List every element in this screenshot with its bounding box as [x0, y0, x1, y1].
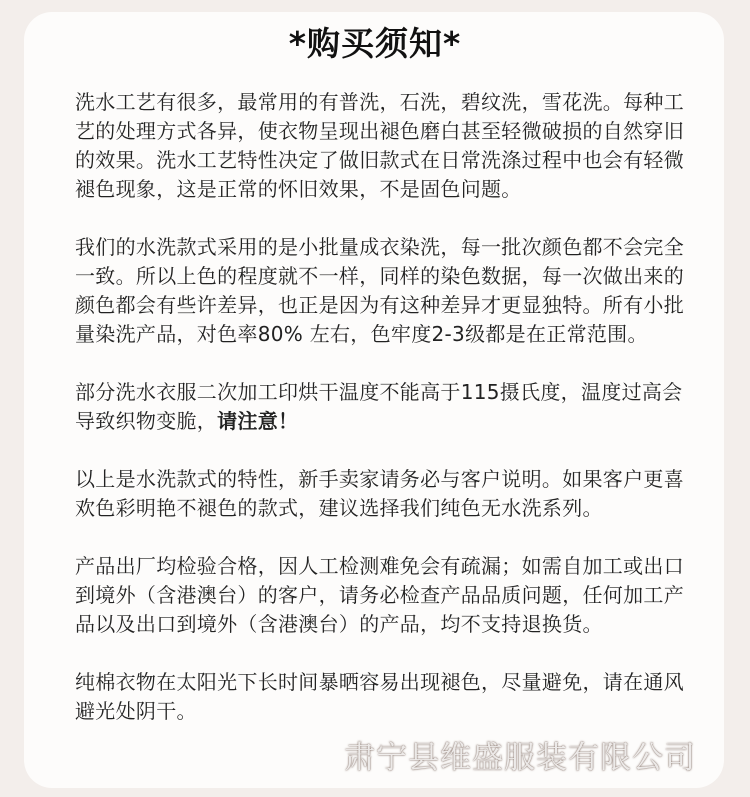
company-watermark: 肃宁县维盛服装有限公司 [344, 740, 696, 776]
page-title: *购买须知* [288, 24, 462, 63]
temperature-warning-text: 部分洗水衣服二次加工印烘干温度不能高于115摄氏度，温度过高会导致织物变脆， [75, 380, 683, 433]
paragraph-washing-process: 洗水工艺有很多，最常用的有普洗，石洗，碧纹洗，雪花洗。每种工艺的处理方式各异，使衣物呈现出褪色磨白甚至轻微破损的自然穿旧的效果。洗水工艺特性决定了做旧款式在日常洗涤过程中也会有轻微褪色现象，这是正常的怀旧效果，不是固色问题。 [75, 90, 684, 201]
paragraph-quality-inspection: 产品出厂均检验合格，因人工检测难免会有疏漏；如需自加工或出口到境外（含港澳台）的客户，请务必检查产品品质问题，任何加工产品以及出口到境外（含港澳台）的产品，均不支持退换货。 [75, 554, 684, 636]
notice-body [75, 88, 690, 726]
paragraph-sun-exposure: 纯棉衣物在太阳光下长时间暴晒容易出现褪色，尽量避免，请在通风避光处阴干。 [75, 670, 684, 723]
attention-emphasis: 请注意！ [217, 409, 299, 433]
paragraph-batch-dyeing: 我们的水洗款式采用的是小批量成衣染洗，每一批次颜色都不会完全一致。所以上色的程度就不一样，同样的染色数据，每一次做出来的颜色都会有些许差异，也正是因为有这种差异才更显独特。所有小批量染洗产品，对色率80% 左右，色牢度2-3级都是在正常范围。 [75, 235, 684, 346]
paragraph-temperature-warning [75, 378, 690, 436]
paragraph-seller-advice: 以上是水洗款式的特性，新手卖家请务必与客户说明。如果客户更喜欢色彩明艳不褪色的款式，建议选择我们纯色无水洗系列。 [75, 467, 684, 520]
